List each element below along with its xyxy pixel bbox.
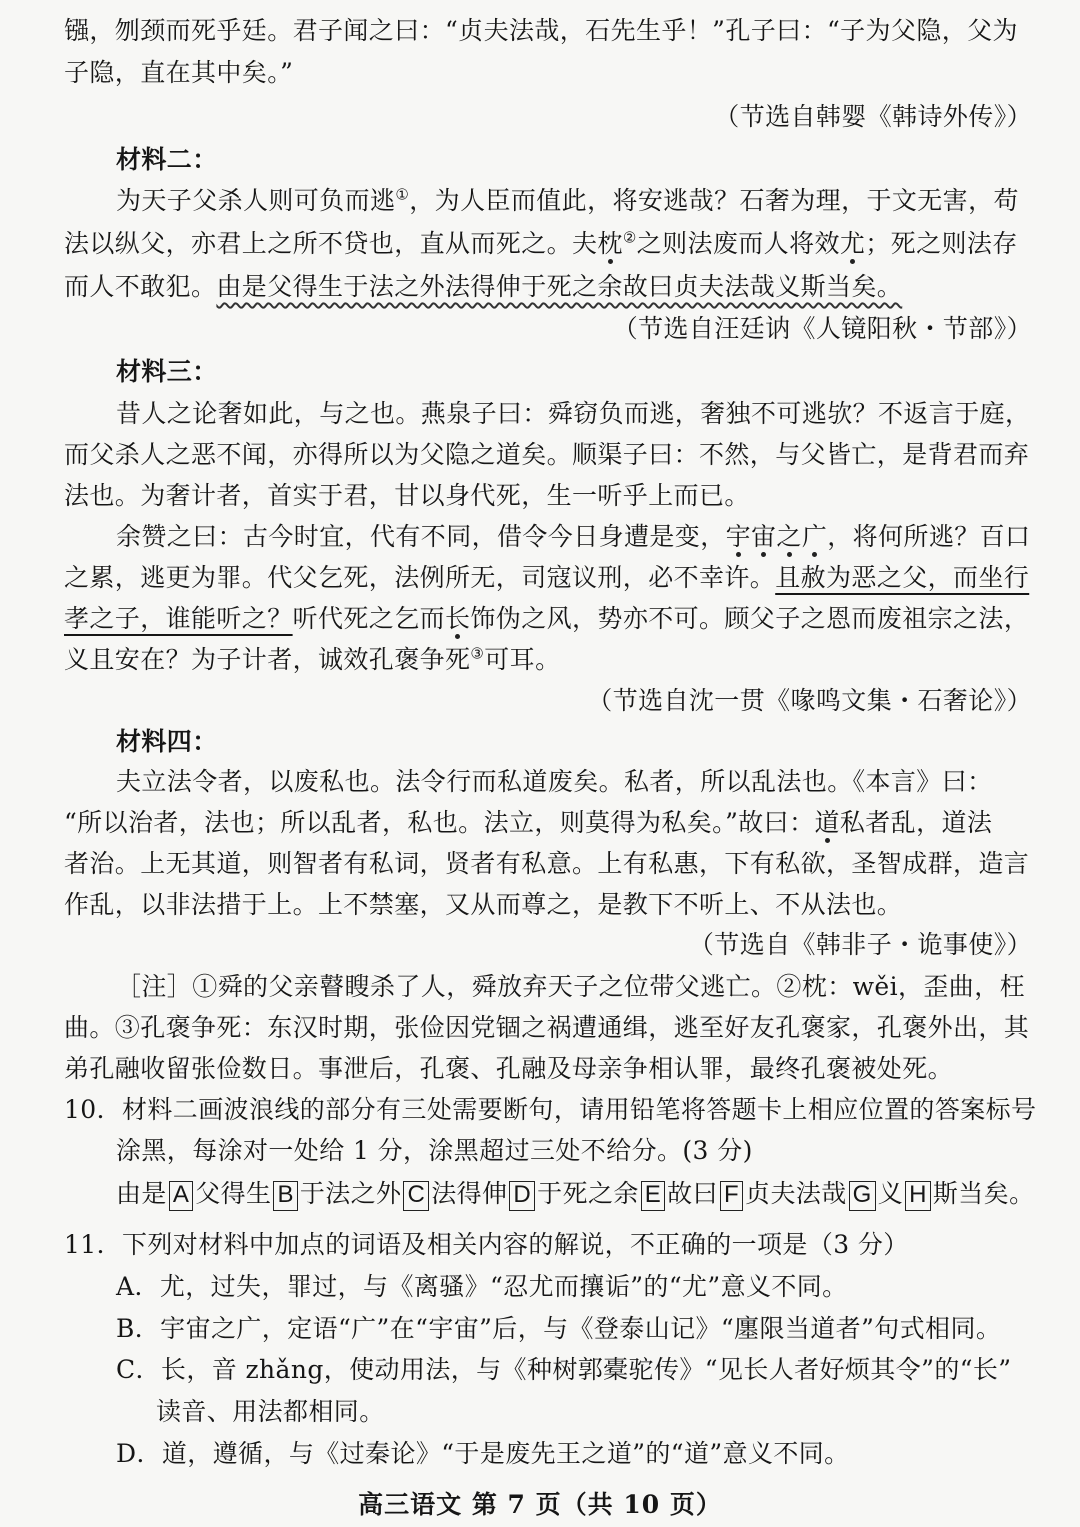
passage-line: 昔人之论奢如此，与之也。燕泉子曰：舜窃负而逃，奢独不可逃欤？不返言于庭， [116, 399, 1031, 428]
passage-line: 镪，刎颈而死乎廷。君子闻之曰：“贞夫法哉，石先生乎！”孔子曰：“子为父隐，父为 [64, 16, 1018, 45]
underlined-text: 且赦为恶之父，而坐行 [775, 563, 1030, 592]
source-citation: （节选自沈一贯《喙鸣文集・石奢论》） [587, 686, 1032, 715]
question-11-stem: 11．下列对材料中加点的词语及相关内容的解说，不正确的一项是（3 分） [64, 1230, 909, 1259]
option-box-b[interactable]: B [273, 1181, 297, 1211]
page-footer: 高三语文 第 7 页（共 10 页） [358, 1490, 722, 1519]
dotted-word: 宇 [725, 522, 752, 551]
dotted-word: 宙 [751, 522, 777, 551]
dotted-word: 尤 [839, 229, 866, 258]
annotation-line: 弟孔融收留张俭数日。事泄后，孔褒、孔融及母亲争相认罪，最终孔褒被处死。 [64, 1054, 954, 1083]
source-citation: （节选自《韩非子・诡事使》） [688, 930, 1032, 959]
material-heading: 材料二： [116, 145, 218, 174]
dotted-word: 长 [445, 604, 471, 633]
choice-d[interactable]: D．道，遵循，与《过秦论》“于是废先王之道”的“道”意义不同。 [116, 1439, 850, 1468]
choice-c-continued: 读音、用法都相同。 [156, 1397, 385, 1426]
dotted-word: 道 [814, 808, 840, 837]
footnote-marker: ③ [470, 644, 485, 663]
annotation-line: ［注］①舜的父亲瞽瞍杀了人，舜放弃天子之位带父逃亡。②枕：wěi，歪曲，枉 [116, 972, 1025, 1001]
option-box-h[interactable]: H [905, 1181, 931, 1211]
material-heading: 材料四： [116, 727, 218, 756]
passage-line: 之累，逃更为罪。代父乞死，法例所无，司寇议刑，必不幸许。且赦为恶之父，而坐行 [64, 563, 1030, 592]
passage-line: 义且安在？为子计者，诚效孔褒争死③可耳。 [64, 644, 561, 674]
annotation-line: 曲。③孔褒争死：东汉时期，张俭因党锢之祸遭通缉，逃至好友孔褒家，孔褒外出，其 [64, 1013, 1030, 1042]
choice-b[interactable]: B．宇宙之广，定语“广”在“宇宙”后，与《登泰山记》“廛限当道者”句式相同。 [116, 1314, 1002, 1343]
option-box-f[interactable]: F [720, 1181, 743, 1211]
passage-line: 而父杀人之恶不闻，亦得所以为父隐之道矣。顺渠子曰：不然，与父皆亡，是背君而弃 [64, 440, 1030, 469]
passage-line: 孝之子，谁能听之？听代死之乞而长饰伪之风，势亦不可。顾父子之恩而废祖宗之法， [64, 604, 1030, 633]
question-10-stem: 涂黑，每涂对一处给 1 分，涂黑超过三处不给分。(3 分) [116, 1136, 753, 1165]
option-box-c[interactable]: C [403, 1181, 429, 1211]
passage-line: 法也。为奢计者，首实于君，甘以身代死，生一听乎上而已。 [64, 481, 750, 510]
passage-line: 而人不敢犯。由是父得生于法之外法得伸于死之余故曰贞夫法哉义斯当矣。 [64, 272, 903, 301]
passage-line: 者治。上无其道，则智者有私词，贤者有私意。上有私惠，下有私欲，圣智成群，造言 [64, 849, 1030, 878]
question-10-stem: 10．材料二画波浪线的部分有三处需要断句，请用铅笔将答题卡上相应位置的答案标号 [64, 1095, 1037, 1124]
answer-options-row: 由是 A 父得生 B 于法之外 C 法得伸 D 于死之余 E 故曰 F 贞夫法哉 G 义 H 斯当矣。 [116, 1177, 1034, 1211]
dotted-word: 枕 [597, 229, 623, 258]
wavy-underlined-text: 由是父得生于法之外法得伸于死之余故曰贞夫法哉义斯当矣。 [216, 272, 903, 301]
option-box-g[interactable]: G [849, 1181, 876, 1211]
passage-line: “所以治者，法也；所以乱者，私也。法立，则莫得为私矣。”故曰：道私者乱，道法 [64, 808, 993, 837]
choice-a[interactable]: A．尤，过失，罪过，与《离骚》“忍尤而攘诟”的“尤”意义不同。 [116, 1272, 848, 1301]
material-heading: 材料三： [116, 357, 218, 386]
passage-line: 余赞之曰：古今时宜，代有不同，借令今日身遭是变，宇宙之广，将何所逃？百口 [116, 522, 1031, 551]
option-box-a[interactable]: A [169, 1181, 193, 1211]
choice-c[interactable]: C．长，音 zhǎng，使动用法，与《种树郭橐驼传》“见长人者好烦其令”的“长” [116, 1355, 1012, 1384]
passage-line: 夫立法令者，以废私也。法令行而私道废矣。私者，所以乱法也。《本言》曰： [116, 767, 993, 796]
footnote-marker: ① [395, 185, 410, 204]
passage-line: 作乱，以非法措于上。上不禁塞，又从而尊之，是教下不听上、不从法也。 [64, 890, 903, 919]
passage-line: 子隐，直在其中矣。” [64, 58, 294, 87]
underlined-text: 孝之子，谁能听之？ [64, 604, 293, 633]
option-box-d[interactable]: D [509, 1181, 535, 1211]
footnote-marker: ② [622, 228, 637, 247]
dotted-word: 广 [801, 522, 828, 551]
passage-line: 法以纵父，亦君上之所不贷也，直从而死之。夫枕②之则法废而人将效尤；死之则法存 [64, 228, 1018, 258]
source-citation: （节选自韩婴《韩诗外传》） [714, 102, 1032, 131]
source-citation: （节选自汪廷讷《人镜阳秋・节部》） [612, 314, 1032, 343]
passage-line: 为天子父杀人则可负而逃①，为人臣而值此，将安逃哉？石奢为理，于文无害，苟 [116, 185, 1019, 215]
option-box-e[interactable]: E [641, 1181, 665, 1211]
dotted-word: 之 [776, 522, 802, 551]
